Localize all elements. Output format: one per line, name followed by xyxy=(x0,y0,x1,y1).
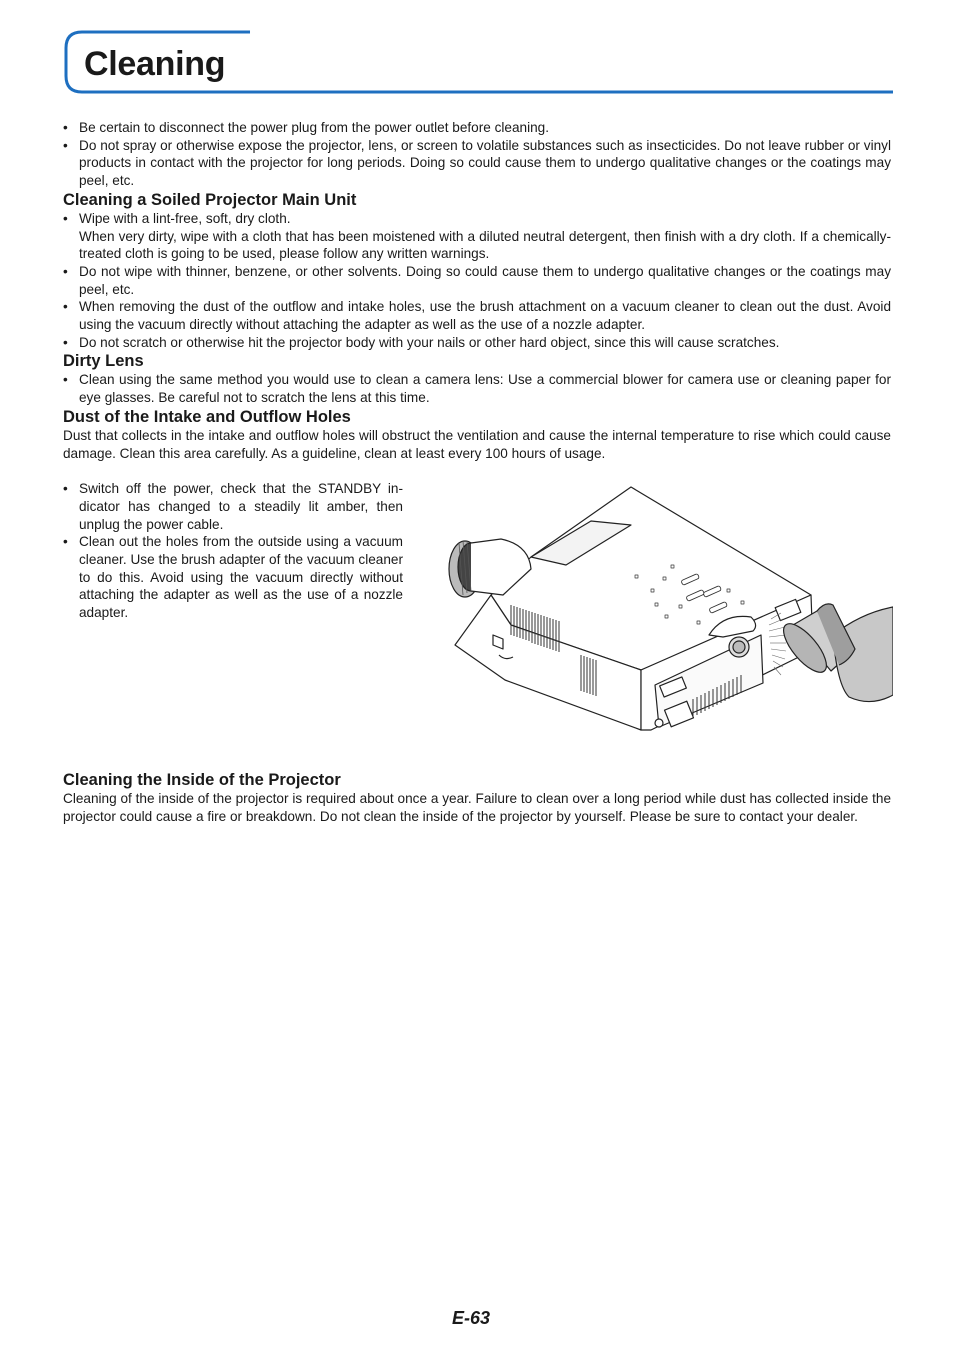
list-item: • Switch off the power, check that the STANDBY in-dicator has changed to a steadily lit amber, then unplug the power cable. xyxy=(63,480,403,533)
list-item: • Be certain to disconnect the power plug from the power outlet before cleaning. xyxy=(63,119,891,137)
page-content xyxy=(63,119,891,826)
inside-paragraph: Cleaning of the inside of the projector is required about once a year. Failure to clean over a long period while dust has collected inside the projector could cause a fire or breakdown. Do not clean the inside of the projector by yourself. Please be sure to contact your dealer. xyxy=(63,791,891,824)
section-heading-inside: Cleaning the Inside of the Projector xyxy=(63,771,341,790)
list-item-text: • Wipe with a lint-free, soft, dry cloth. xyxy=(79,210,291,226)
section-heading-dust-holes: Dust of the Intake and Outflow Holes xyxy=(63,407,351,426)
soiled-bullet-list xyxy=(63,210,891,352)
projector-vacuum-illustration xyxy=(441,485,893,735)
section-heading-soiled-unit: Cleaning a Soiled Projector Main Unit xyxy=(63,190,357,209)
list-item: • Clean using the same method you would use to clean a camera lens: Use a commercial blower for camera use or cleaning paper for eye glasses. Be careful not to scratch the lens at this time. xyxy=(63,371,891,406)
list-item: • Clean out the holes from the outside using a vacuum cleaner. Use the brush adapter of the vacuum cleaner to do this. Avoid using the vacuum directly without attaching the adapter as well as the use of a nozzle adapter. xyxy=(63,533,403,622)
page-number: E-63 xyxy=(452,1308,491,1328)
dust-bullet-list xyxy=(63,480,403,622)
list-item: • Do not wipe with thinner, benzene, or other solvents. Doing so could cause them to undergo qualitative changes or the coatings may peel, etc. xyxy=(63,263,891,298)
list-item: • Do not spray or otherwise expose the projector, lens, or screen to volatile substances such as insecticides. Do not leave rubber or vinyl products in contact with the projector for long periods. Doing so could cause them to undergo qualitative changes or the coatings may peel, etc. xyxy=(63,137,891,190)
dust-paragraph: Dust that collects in the intake and outflow holes will obstruct the ventilation and cause the internal temperature to rise which could cause damage. Clean this area carefully. As a guideline, clean at least every 100 hours of usage. xyxy=(63,427,891,461)
list-item xyxy=(63,210,891,263)
list-item: • Do not scratch or otherwise hit the projector body with your nails or other hard object, since this will cause scratches. xyxy=(63,334,891,352)
lens-bullet-list xyxy=(63,371,891,406)
dust-instructions-row xyxy=(63,480,891,770)
list-item: • When removing the dust of the outflow and intake holes, use the brush attachment on a vacuum cleaner to clean out the dust. Avoid using the vacuum directly without attaching the adapter as well as the use of a nozzle adapter. xyxy=(63,298,891,333)
intro-bullet-list xyxy=(63,119,891,190)
section-heading-dirty-lens: Dirty Lens xyxy=(63,352,144,371)
page-title: Cleaning xyxy=(84,45,226,83)
list-item-text: When very dirty, wipe with a cloth that has been moistened with a diluted neutral detergent, then finish with a dry cloth. If a chemically-treated cloth is going to be used, please follow any written warnings. xyxy=(79,228,891,262)
